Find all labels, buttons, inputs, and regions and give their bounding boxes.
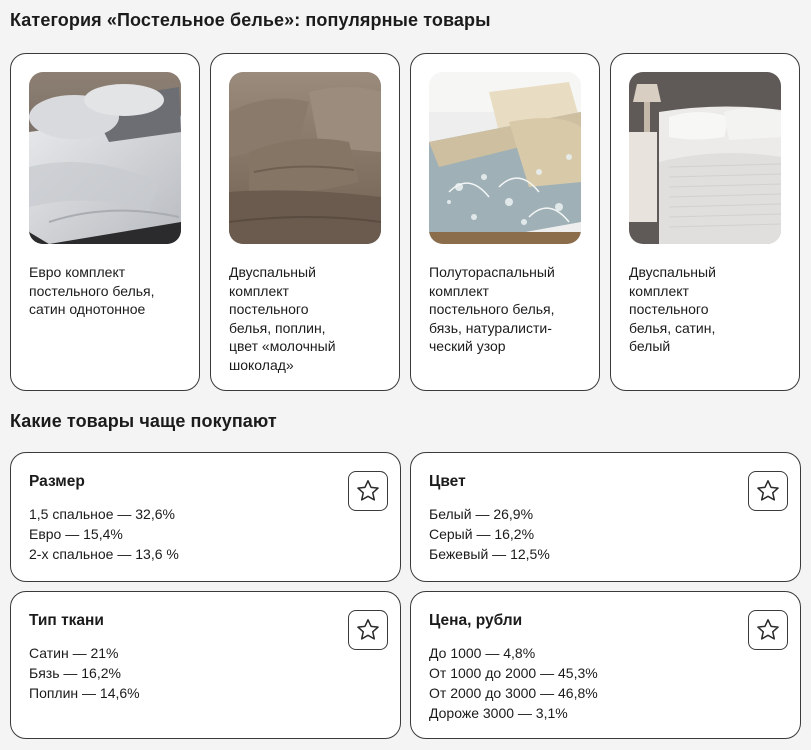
stat-line: От 1000 до 2000 — 45,3% [429, 665, 598, 681]
product-title-line: Двуспальный [229, 264, 316, 280]
star-outline-icon [755, 617, 781, 643]
stat-line: От 2000 до 3000 — 46,8% [429, 685, 598, 701]
product-title-line: белья, поплин, [229, 319, 326, 336]
stat-line: Евро — 15,4% [29, 526, 123, 542]
product-title[interactable] [629, 263, 789, 356]
stat-line: Сатин — 21% [29, 645, 119, 661]
stat-lines [29, 504, 179, 564]
stat-line: Дороже 3000 — 3,1% [429, 705, 568, 721]
product-card[interactable] [410, 53, 600, 391]
stat-line: Бежевый — 12,5% [429, 546, 550, 562]
product-title-line: постельного белья, [29, 282, 155, 299]
product-title-line: белый [629, 338, 671, 354]
product-image-grey-satin[interactable] [29, 72, 181, 244]
product-card[interactable] [210, 53, 400, 391]
product-card[interactable] [10, 53, 200, 391]
product-title-line: постельного [629, 301, 709, 317]
stat-lines [429, 504, 550, 564]
product-title-line: комплект [229, 282, 289, 299]
stat-card-color [410, 452, 801, 582]
stat-title: Цена, рубли [429, 612, 523, 629]
stat-line: Серый — 16,2% [429, 526, 535, 542]
favorite-button[interactable] [748, 610, 788, 650]
stat-line: 2-х спальное — 13,6 % [29, 546, 179, 562]
product-title[interactable] [229, 263, 389, 374]
product-title-line: Полутораспальный [429, 264, 555, 280]
product-title-line: цвет «молочный [229, 338, 336, 354]
stat-card-size [10, 452, 401, 582]
product-title-line: комплект [429, 282, 489, 299]
stat-line: Белый — 26,9% [429, 506, 534, 522]
stat-lines [429, 643, 598, 723]
star-outline-icon [355, 617, 381, 643]
stat-line: 1,5 спальное — 32,6% [29, 506, 175, 522]
stat-line: Бязь — 16,2% [29, 665, 121, 681]
stat-line: Поплин — 14,6% [29, 685, 140, 701]
stat-lines [29, 643, 140, 703]
product-title-line: белья, сатин, [629, 319, 716, 336]
favorite-button[interactable] [348, 471, 388, 511]
product-title-line: Евро комплект [29, 264, 126, 280]
product-list [10, 53, 811, 391]
product-title-line: постельного белья, [429, 301, 555, 317]
stat-title: Тип ткани [29, 612, 104, 629]
page-title: Категория «Постельное белье»: популярные товары [10, 10, 491, 30]
product-image-white-satin[interactable] [629, 72, 781, 244]
stat-title: Цвет [429, 473, 466, 490]
product-title-line: бязь, натуралисти- [429, 319, 552, 336]
stat-card-fabric [10, 591, 401, 739]
star-outline-icon [355, 478, 381, 504]
stat-line: До 1000 — 4,8% [429, 645, 536, 661]
favorite-button[interactable] [348, 610, 388, 650]
product-title[interactable] [29, 263, 189, 319]
product-title-line: шоколад» [229, 356, 294, 373]
section-title: Какие товары чаще покупают [10, 411, 277, 431]
product-title-line: постельного [229, 301, 309, 317]
favorite-button[interactable] [748, 471, 788, 511]
product-image-floral-calico[interactable] [429, 72, 581, 244]
product-title-line: Двуспальный [629, 264, 716, 280]
product-title-line: сатин однотонное [29, 301, 146, 317]
product-card[interactable] [610, 53, 800, 391]
product-title-line: комплект [629, 282, 689, 299]
star-outline-icon [755, 478, 781, 504]
stat-card-price [410, 591, 801, 739]
product-image-brown-poplin[interactable] [229, 72, 381, 244]
product-title-line: ческий узор [429, 338, 506, 354]
product-title[interactable] [429, 263, 589, 356]
stat-title: Размер [29, 473, 85, 490]
